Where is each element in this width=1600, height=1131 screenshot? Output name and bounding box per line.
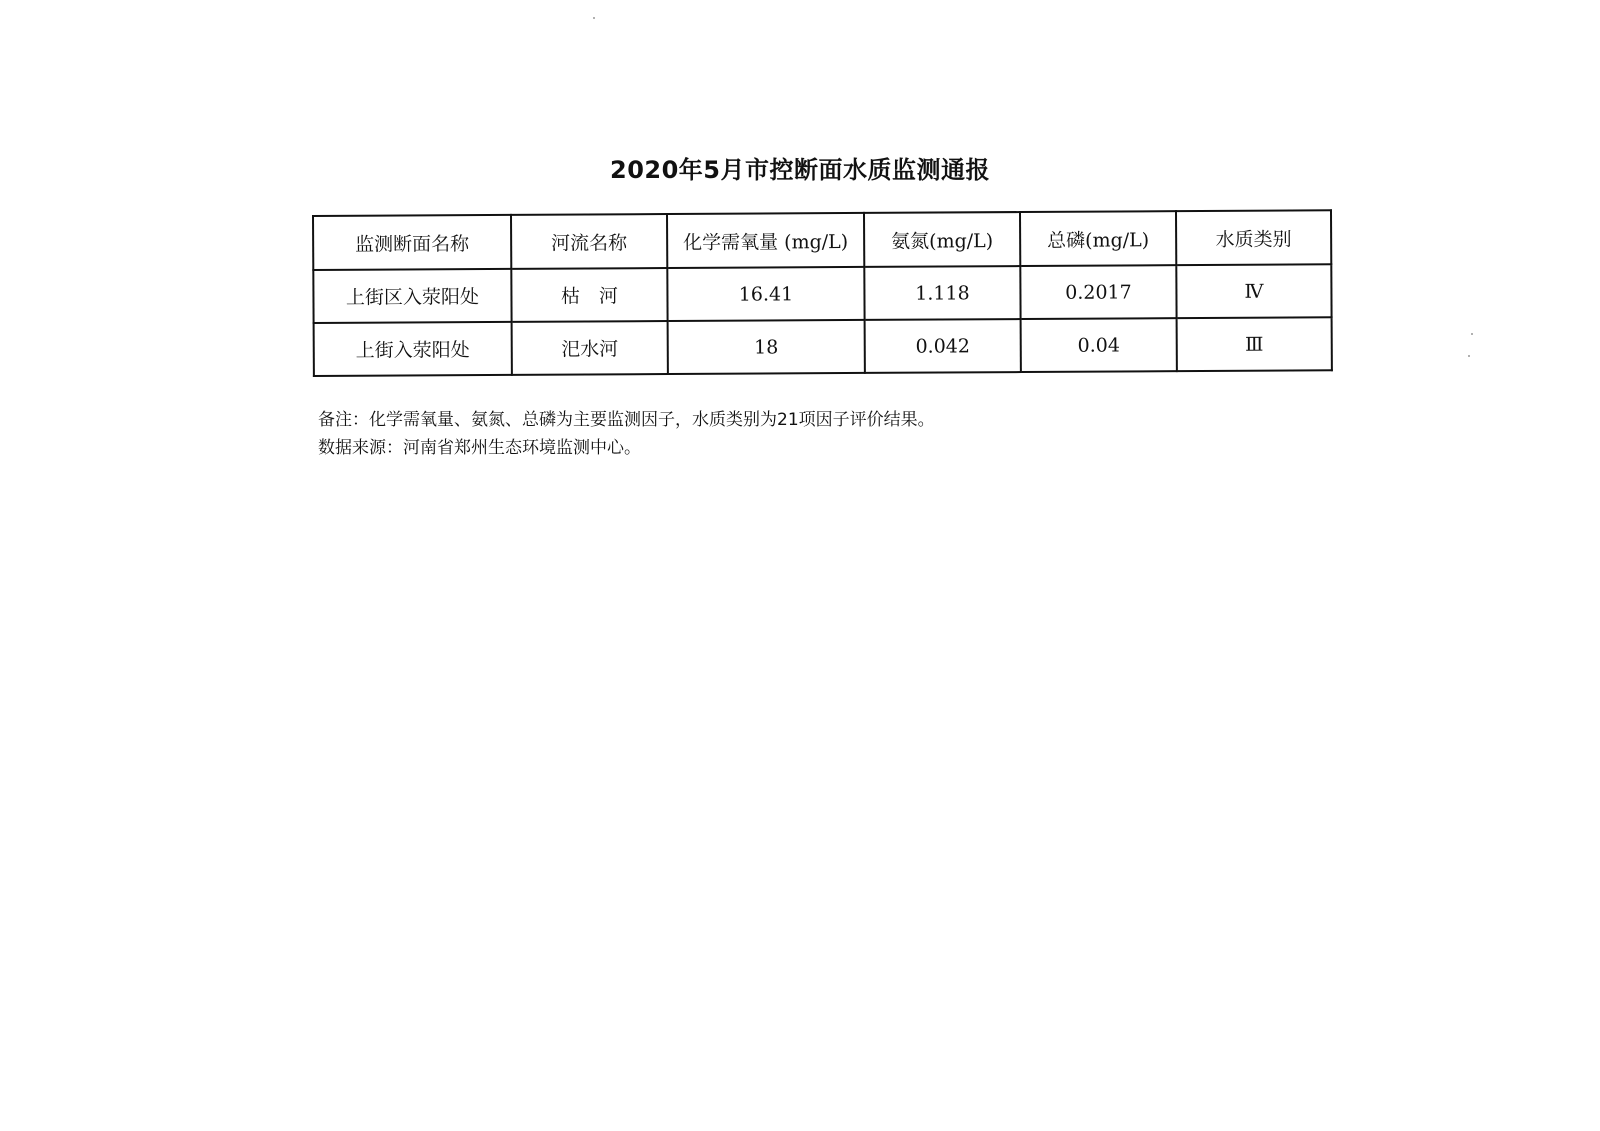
cell-ammonia-nitrogen: 0.042 [865, 319, 1021, 373]
table-row [313, 264, 1331, 323]
cell-water-quality-class: Ⅳ [1176, 264, 1331, 318]
header-section-name: 监测断面名称 [313, 215, 511, 270]
cell-river-name: 枯 河 [511, 268, 667, 322]
cell-cod: 18 [668, 320, 865, 374]
cell-ammonia-nitrogen: 1.118 [864, 266, 1020, 320]
scan-speck [1471, 333, 1473, 335]
cell-river-name: 汜水河 [512, 321, 668, 375]
cell-section-name: 上街入荥阳处 [314, 322, 512, 376]
cell-cod: 16.41 [667, 267, 864, 321]
scan-speck [1468, 355, 1470, 357]
water-quality-table [312, 209, 1333, 377]
scan-speck [593, 17, 595, 19]
page-title: 2020年5月市控断面水质监测通报 [610, 156, 990, 184]
table-row [314, 317, 1332, 376]
header-river-name: 河流名称 [511, 214, 667, 269]
data-source-note: 数据来源：河南省郑州生态环境监测中心。 [318, 438, 641, 458]
remark-note: 备注：化学需氧量、氨氮、总磷为主要监测因子，水质类别为21项因子评价结果。 [318, 410, 935, 430]
header-cod: 化学需氧量 (mg/L) [667, 213, 864, 268]
header-water-quality-class: 水质类别 [1176, 210, 1331, 265]
header-ammonia-nitrogen: 氨氮(mg/L) [864, 212, 1020, 267]
header-total-phosphorus: 总磷(mg/L) [1020, 211, 1176, 266]
cell-water-quality-class: Ⅲ [1177, 317, 1332, 371]
cell-section-name: 上街区入荥阳处 [313, 269, 511, 323]
notes-block [318, 406, 935, 462]
cell-total-phosphorus: 0.2017 [1020, 265, 1176, 319]
cell-total-phosphorus: 0.04 [1021, 318, 1177, 372]
table-header-row [313, 210, 1331, 270]
